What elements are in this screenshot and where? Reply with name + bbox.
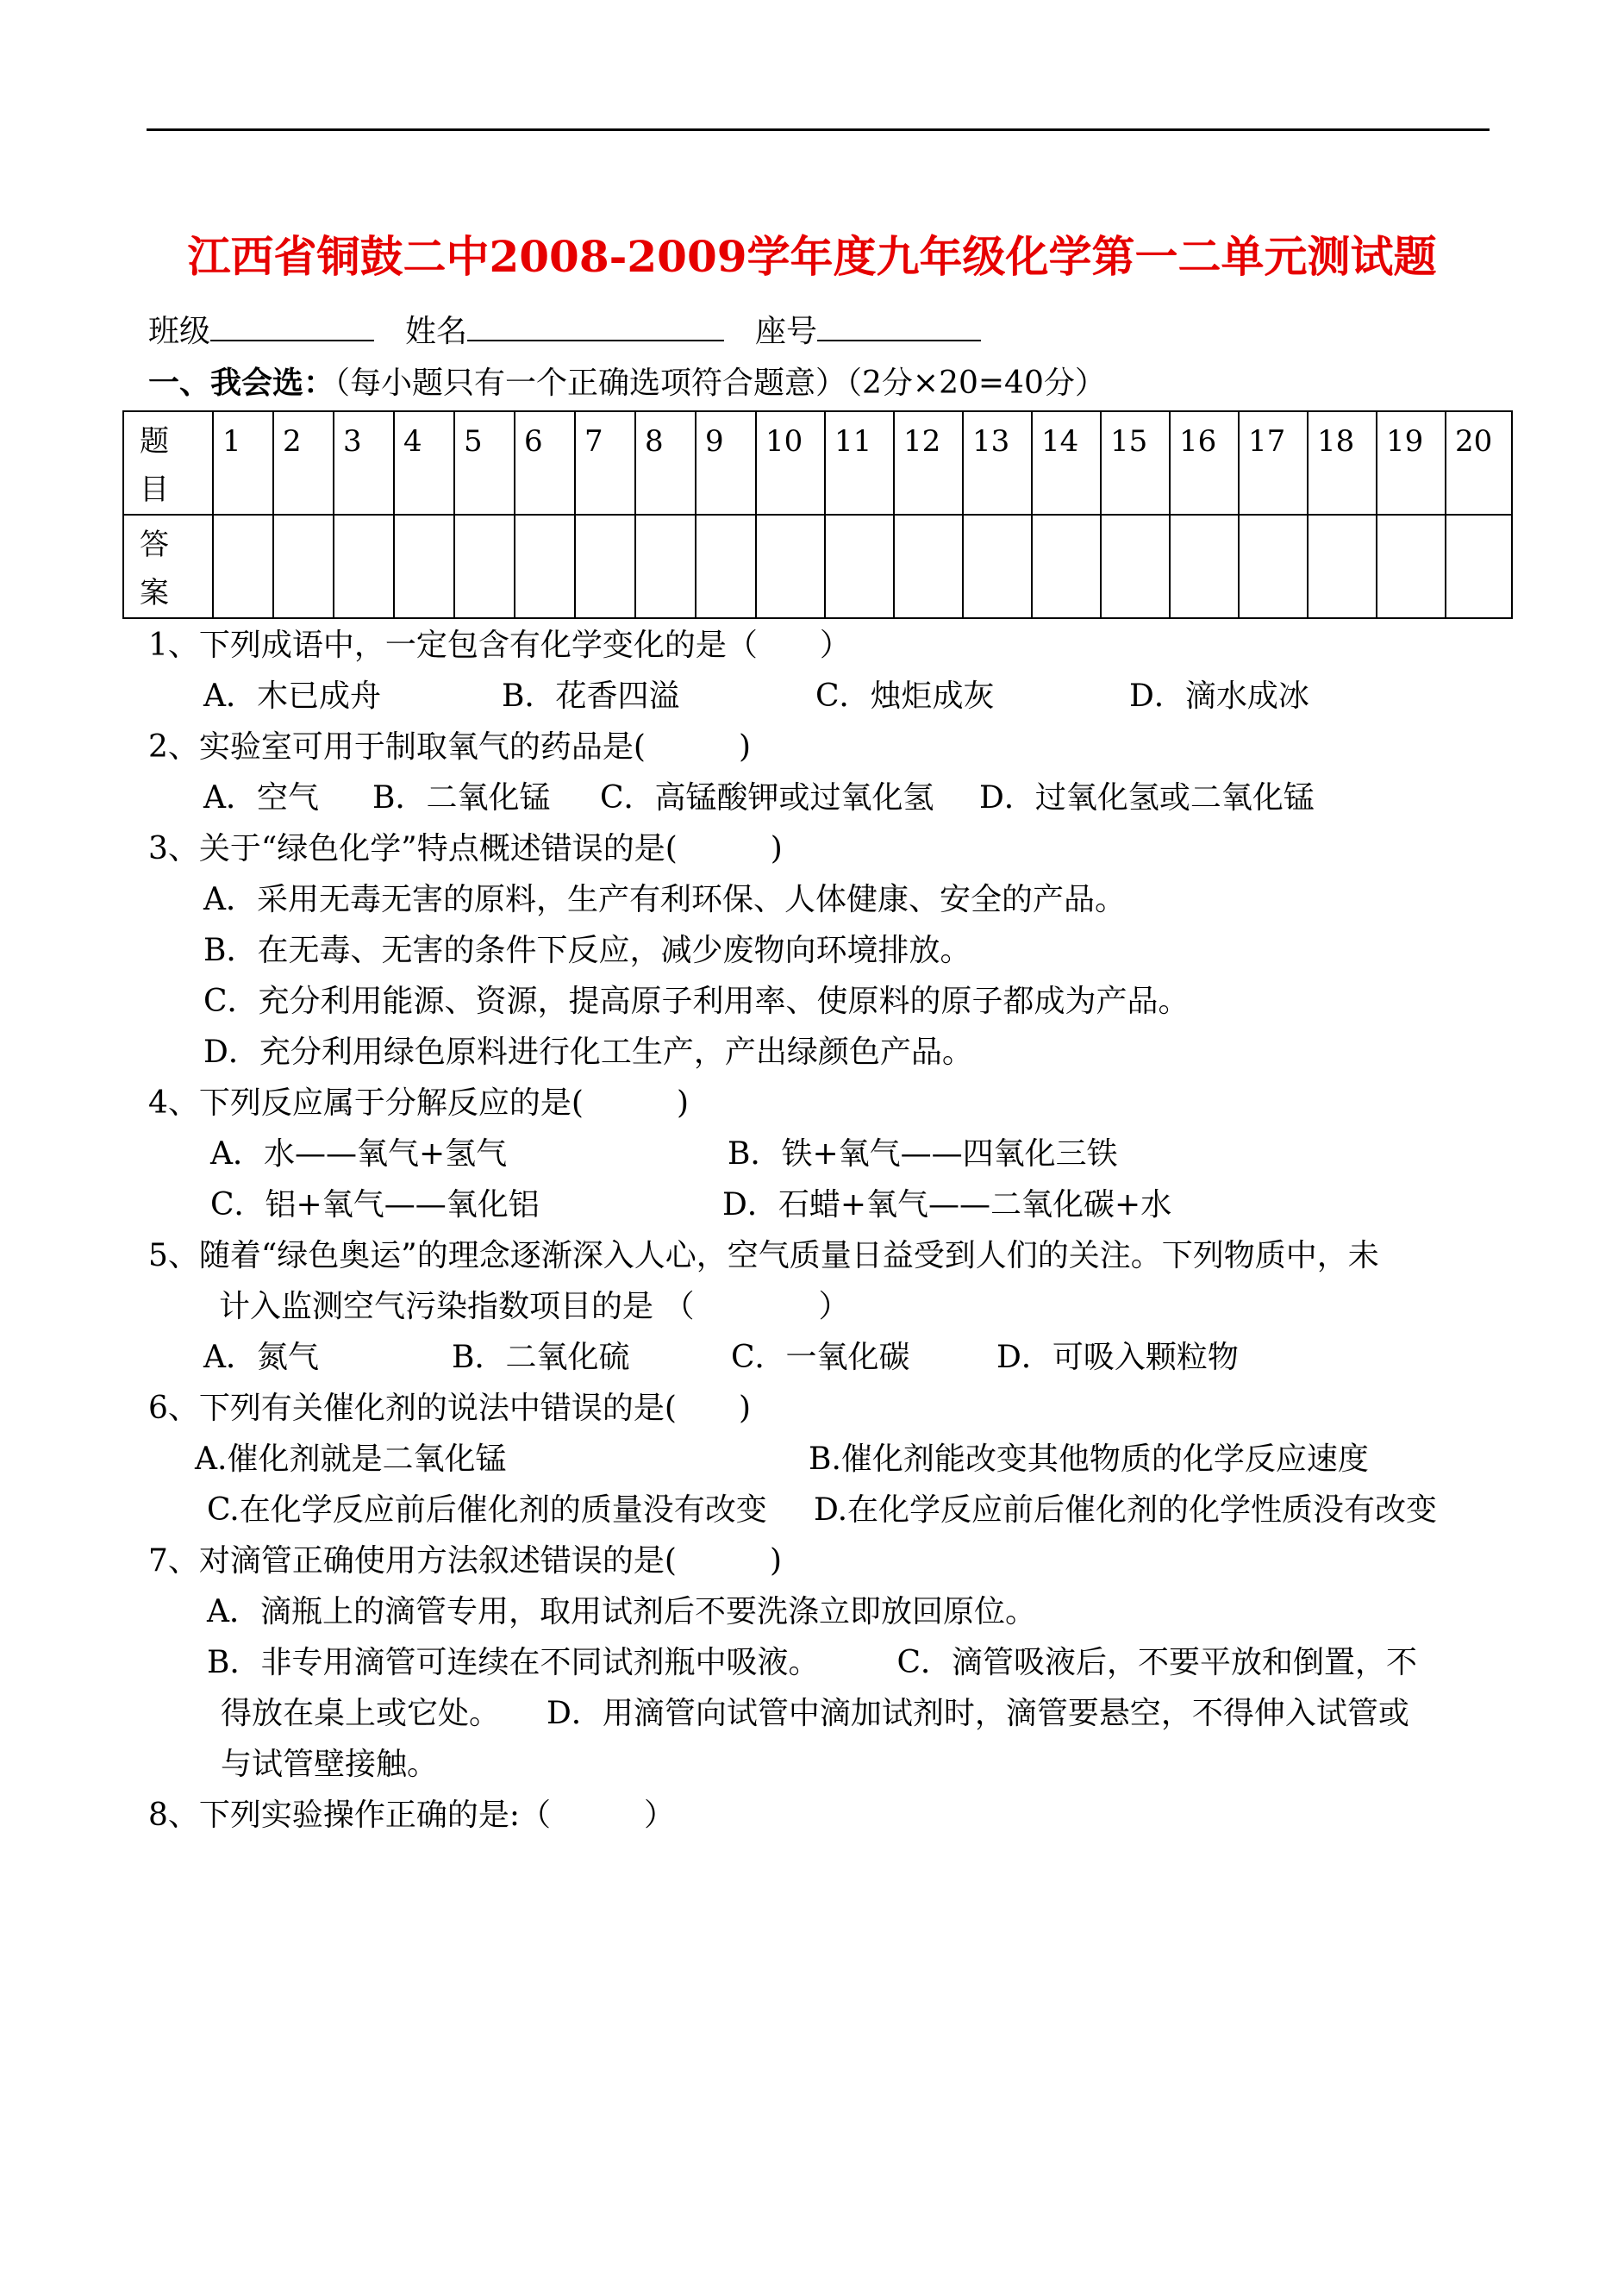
section1-note: （每小题只有一个正确选项符合题意）（2分×20=40分） [334,366,1106,401]
question-number-cell: 8 [635,411,696,515]
option-b: B．花香四溢 [502,678,680,714]
question-number-cell: 7 [575,411,635,515]
option-a: A．氮气 [203,1340,319,1375]
question-stem: 7、对滴管正确使用方法叙述错误的是( ) [148,1543,782,1579]
option-d: D．过氧化氢或二氧化锰 [979,780,1315,816]
answer-cell[interactable] [1239,515,1308,618]
question-number-cell: 11 [825,411,894,515]
page-title: 江西省铜鼓二中2008-2009学年度九年级化学第一二单元测试题 [187,231,1437,282]
option-c: C．烛炬成灰 [815,678,995,714]
option-a: A．空气 [203,780,319,816]
answer-cell[interactable] [963,515,1032,618]
answer-grid [122,410,1513,619]
option-a: A．采用无毒无害的原料，生产有利环保、人体健康、安全的产品。 [203,882,1126,917]
question-stem: 1、下列成语中，一定包含有化学变化的是（ ） [148,628,851,663]
question-number-cell: 17 [1239,411,1308,515]
question-number-cell: 12 [894,411,963,515]
section1-heading: 一、我会选： [148,365,335,401]
option-a: A．滴瓶上的滴管专用，取用试剂后不要洗涤立即放回原位。 [207,1594,1036,1629]
option-a: A.催化剂就是二氧化锰 [195,1441,507,1477]
option-c: C．充分利用能源、资源，提高原子利用率、使原料的原子都成为产品。 [203,984,1190,1019]
option-d: D．滴水成冰 [1129,678,1309,714]
question-number-cell: 19 [1377,411,1446,515]
question-number-cell: 10 [756,411,825,515]
question-number-cell: 14 [1032,411,1101,515]
question-stem: 5、随着“绿色奥运”的理念逐渐深入人心，空气质量日益受到人们的关注。下列物质中，未 [148,1238,1379,1273]
question-number-cell: 18 [1308,411,1377,515]
option-d: D.在化学反应前后催化剂的化学性质没有改变 [814,1492,1438,1528]
answer-cell[interactable] [1308,515,1377,618]
answer-cell[interactable] [635,515,696,618]
question-number-cell: 9 [696,411,756,515]
answer-cell[interactable] [894,515,963,618]
option-c: C．高锰酸钾或过氧化氢 [600,780,934,816]
name-label: 姓名 [405,314,468,349]
option-a: A．木已成舟 [203,678,381,714]
question-number-cell: 16 [1170,411,1239,515]
answer-cell[interactable] [454,515,515,618]
option-a: A．水——氧气+氢气 [210,1136,508,1172]
answer-cell[interactable] [696,515,756,618]
option-c: C.在化学反应前后催化剂的质量没有改变 [207,1492,767,1528]
option-d: D．可吸入颗粒物 [996,1340,1239,1375]
question-stem: 2、实验室可用于制取氧气的药品是( ) [148,729,751,765]
question-number-cell: 4 [394,411,454,515]
question-stem: 6、下列有关催化剂的说法中错误的是( ) [148,1391,751,1426]
question-number-cell: 6 [515,411,575,515]
seat-field[interactable] [817,309,981,341]
student-info-row [148,309,981,353]
class-label: 班级 [148,314,211,349]
option-d: D．充分利用绿色原料进行化工生产，产出绿颜色产品。 [203,1035,973,1070]
answer-cell[interactable] [825,515,894,618]
option-b: B．二氧化锰 [372,780,551,816]
answer-cell[interactable] [1446,515,1512,618]
answer-cell[interactable] [334,515,394,618]
options-c-d: 得放在桌上或它处。 D．用滴管向试管中滴加试剂时，滴管要悬空，不得伸入试管或 [221,1696,1409,1731]
question-number-cell: 2 [273,411,334,515]
option-b: B．铁+氧气——四氧化三铁 [728,1136,1118,1172]
options-b-c: B．非专用滴管可连续在不同试剂瓶中吸液。 C．滴管吸液后，不要平放和倒置，不 [207,1645,1418,1680]
section1-heading-row [148,362,1106,404]
name-field[interactable] [467,309,724,341]
class-field[interactable] [210,309,374,341]
question-number-cell: 1 [213,411,273,515]
answer-cell[interactable] [213,515,273,618]
option-d-continued: 与试管壁接触。 [221,1747,439,1782]
option-c: C．铝+氧气——氧化铝 [210,1187,540,1223]
option-b: B.催化剂能改变其他物质的化学反应速度 [809,1441,1369,1477]
answer-cell[interactable] [756,515,825,618]
question-number-cell: 20 [1446,411,1512,515]
question-stem: 4、下列反应属于分解反应的是( ) [148,1085,689,1121]
option-c: C．一氧化碳 [731,1340,910,1375]
seat-label: 座号 [755,314,818,349]
answer-row-header: 答 案 [123,515,213,618]
question-number-cell: 3 [334,411,394,515]
answer-cell[interactable] [1377,515,1446,618]
question-number-cell: 5 [454,411,515,515]
question-stem: 3、关于“绿色化学”特点概述错误的是( ) [148,831,783,866]
answer-cell[interactable] [1101,515,1170,618]
question-number-cell: 15 [1101,411,1170,515]
answer-cell[interactable] [575,515,635,618]
answer-cell[interactable] [273,515,334,618]
answer-row [123,515,1512,618]
option-d: D．石蜡+氧气——二氧化碳+水 [722,1187,1172,1223]
question-stem: 8、下列实验操作正确的是:（ ） [148,1798,676,1833]
question-number-cell: 13 [963,411,1032,515]
question-number-row [123,411,1512,515]
answer-cell[interactable] [394,515,454,618]
top-rule [147,128,1490,131]
question-stem-continued: 计入监测空气污染指数项目的是 （ ） [219,1289,850,1324]
answer-cell[interactable] [1032,515,1101,618]
answer-cell[interactable] [515,515,575,618]
option-b: B．在无毒、无害的条件下反应，减少废物向环境排放。 [203,933,971,968]
answer-cell[interactable] [1170,515,1239,618]
option-b: B．二氧化硫 [452,1340,630,1375]
question-row-header: 题 目 [123,411,213,515]
